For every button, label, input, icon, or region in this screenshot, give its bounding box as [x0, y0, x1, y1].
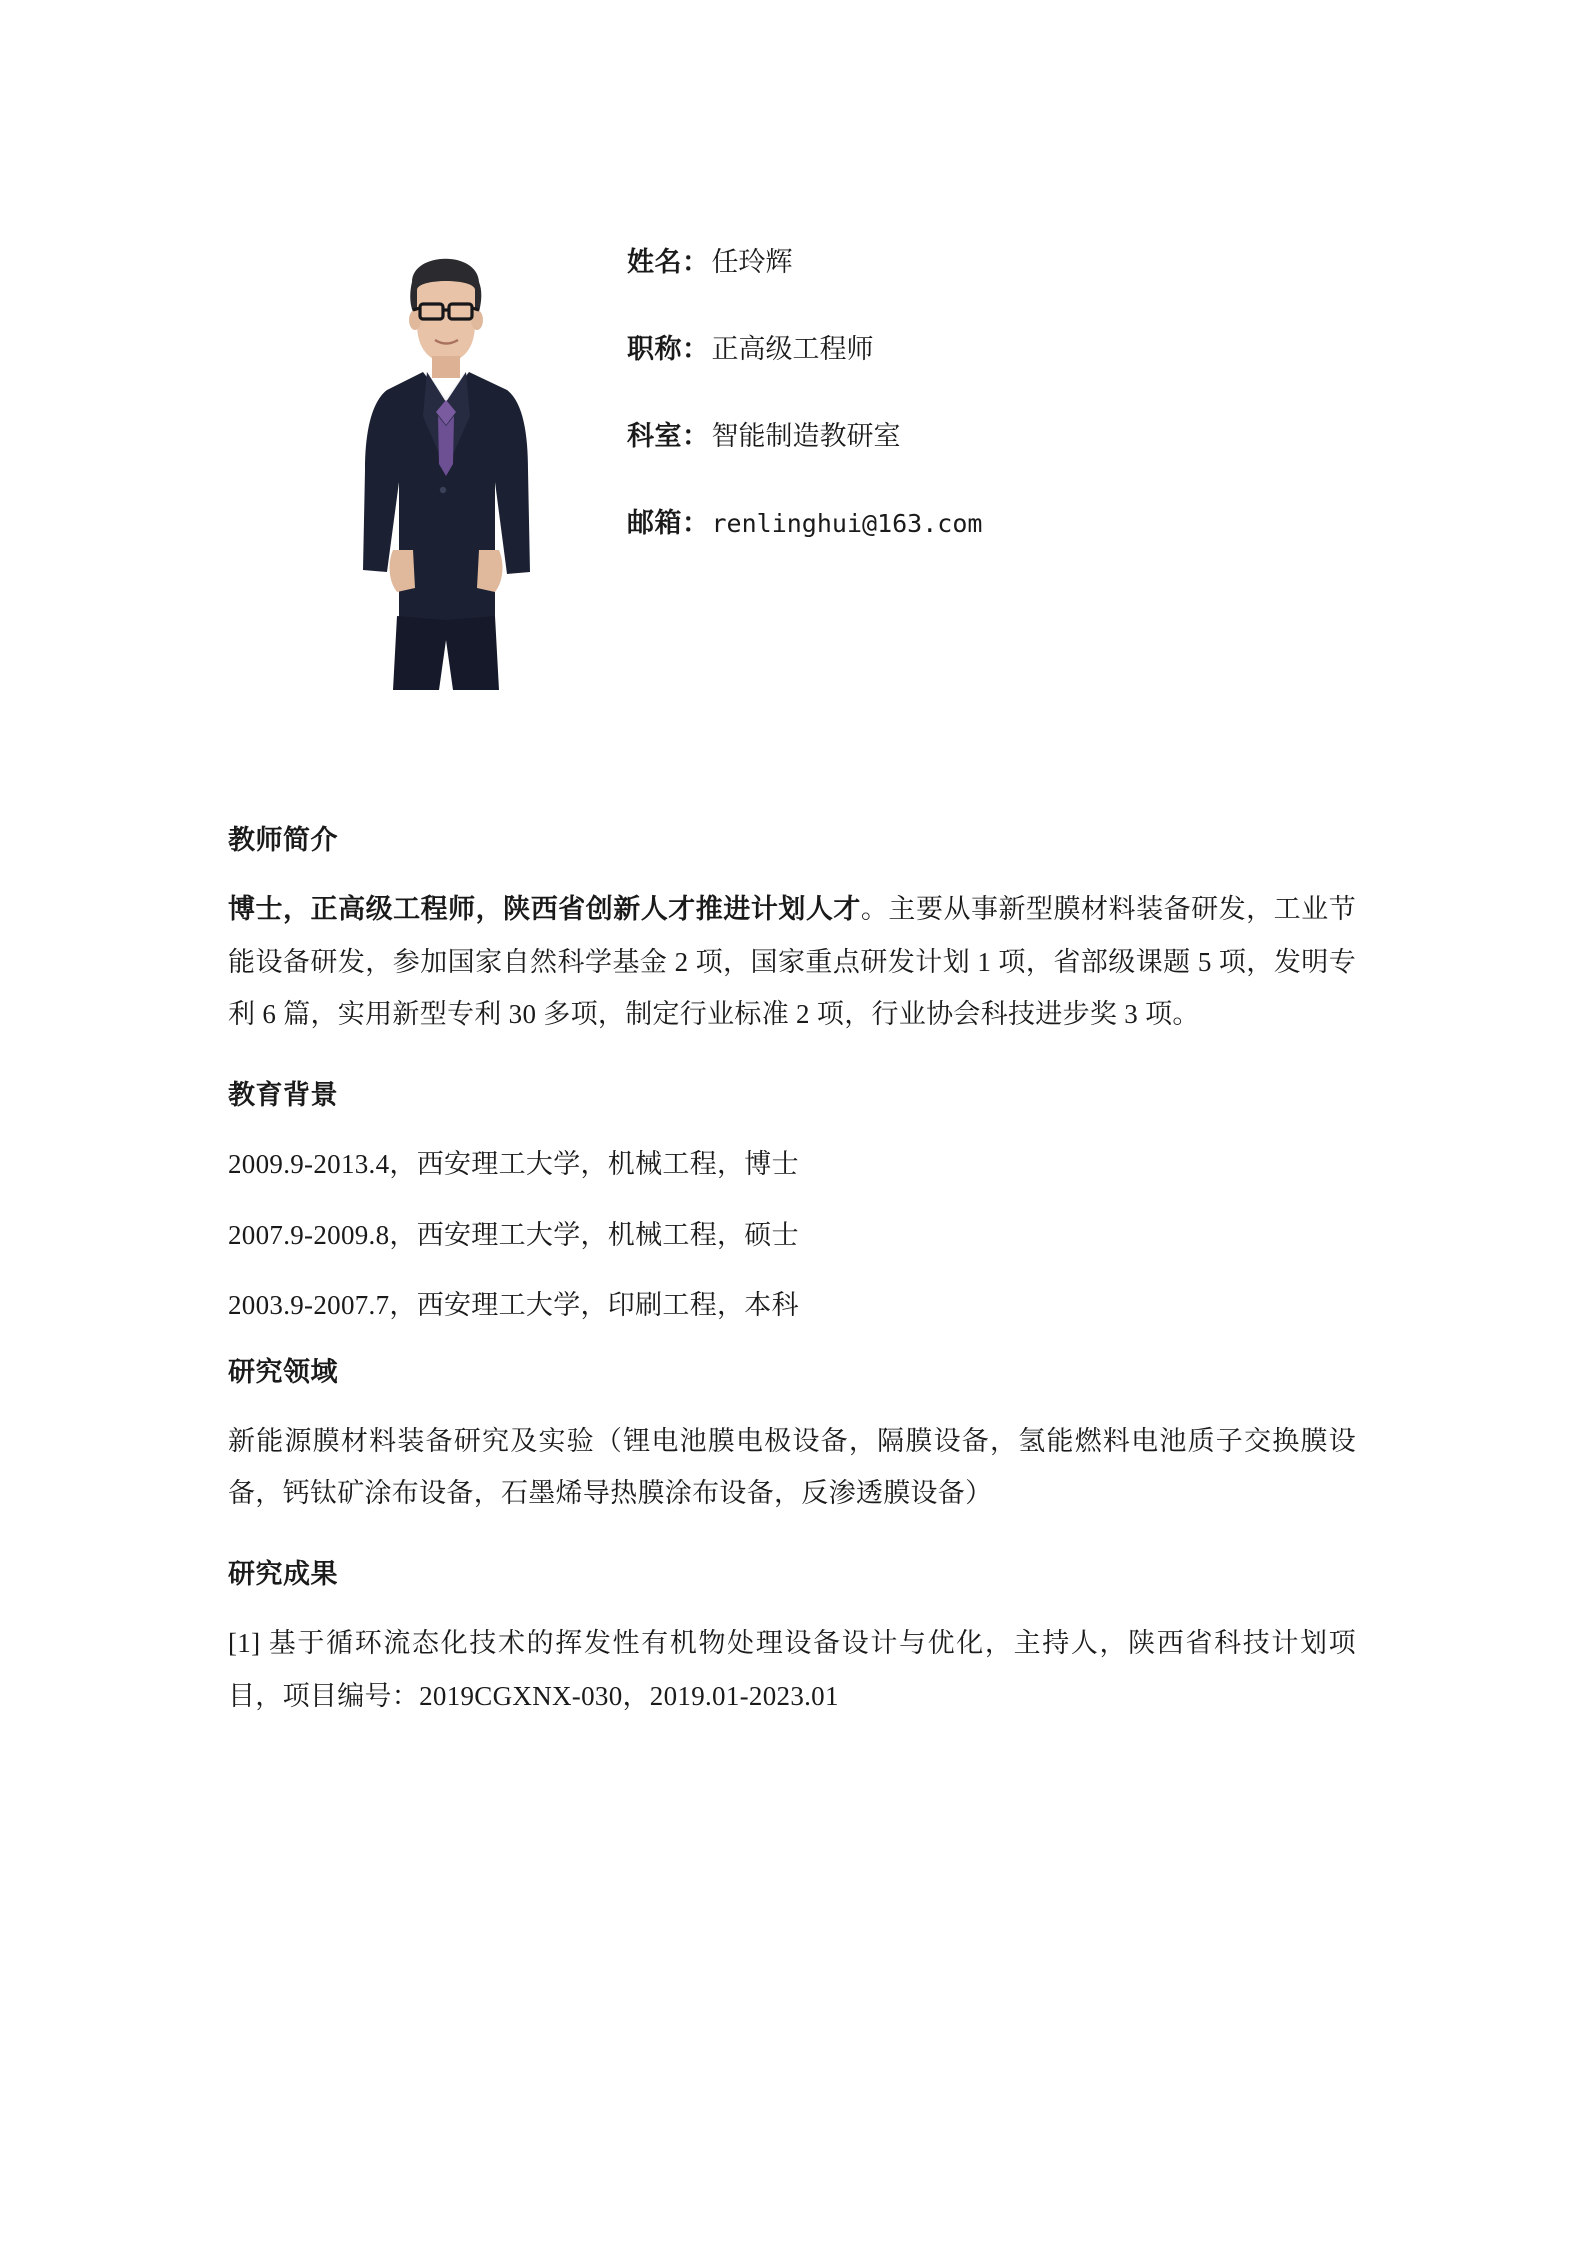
- profile-header: [232, 215, 1382, 735]
- document-body: [228, 818, 1356, 1744]
- education-item: 2003.9-2007.7，西安理工大学，印刷工程，本科: [228, 1290, 799, 1321]
- portrait-photo-graphic: [327, 220, 562, 690]
- profile-field-department-value: 智能制造教研室: [711, 421, 901, 452]
- section-intro-title: 教师简介: [228, 825, 338, 855]
- profile-field-title: [627, 332, 1367, 367]
- portrait-photo: [327, 220, 562, 690]
- profile-field-email: [627, 506, 1367, 541]
- section-intro-paragraph: [228, 883, 1356, 1041]
- section-research-area-text: 新能源膜材料装备研究及实验（锂电池膜电极设备，隔膜设备，氢能燃料电池质子交换膜设备，钙钛矿涂布设备，石墨烯导热膜涂布设备，反渗透膜设备）: [228, 1425, 1356, 1509]
- education-item: 2009.9-2013.4，西安理工大学，机械工程，博士: [228, 1148, 799, 1179]
- profile-field-name-value: 任玲辉: [711, 247, 793, 277]
- achievement-item: [1] 基于循环流态化技术的挥发性有机物处理设备设计与优化，主持人，陕西省科技计划项目，项目编号：2019CGXNX-030，2019.01-2023.01: [228, 1628, 1356, 1711]
- profile-field-name-label: 姓名：: [627, 247, 710, 277]
- profile-field-department-label: 科室：: [627, 421, 710, 452]
- section-research-area-title: 研究领域: [228, 1356, 338, 1387]
- section-achievements: [228, 1552, 1356, 1722]
- profile-fields: [627, 245, 1367, 593]
- education-item: 2007.9-2009.8，西安理工大学，机械工程，硕士: [228, 1219, 799, 1250]
- section-achievements-title: 研究成果: [228, 1559, 338, 1590]
- section-intro-bold-lead: 博士，正高级工程师，陕西省创新人才推进计划人才: [228, 894, 861, 924]
- section-intro: [228, 818, 1356, 1041]
- profile-field-name: [627, 245, 1367, 280]
- section-intro-text: 。主要从事新型膜材料装备研发，工业节能设备研发，参加国家自然科学基金 2 项，国家重点研发计划 1 项，省部级课题 5 项，发明专利 6 篇，实用新型专利 30 多项，制定行业标准 2 项，行业协会科技进步奖 3 项。: [228, 894, 1356, 1030]
- profile-field-title-label: 职称：: [627, 334, 710, 365]
- profile-field-email-value: renlinghui@163.com: [711, 509, 983, 539]
- profile-field-email-label: 邮箱：: [627, 508, 710, 539]
- profile-field-title-value: 正高级工程师: [711, 334, 874, 365]
- section-research-area: [228, 1350, 1356, 1520]
- section-education-title: 教育背景: [228, 1079, 338, 1110]
- section-education: [228, 1073, 1356, 1332]
- profile-field-department: [627, 419, 1367, 454]
